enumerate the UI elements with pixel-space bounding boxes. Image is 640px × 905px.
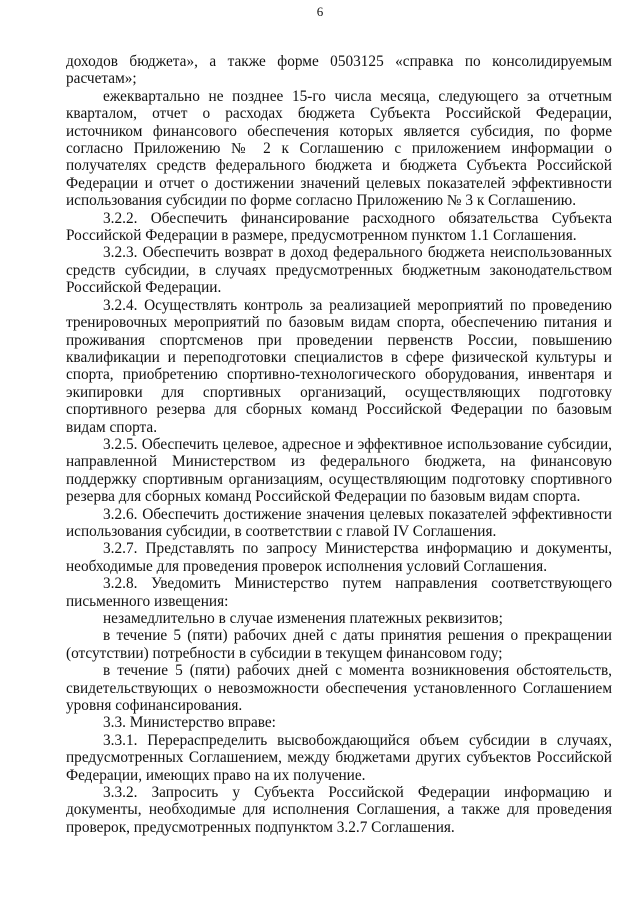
paragraph-3-2-7: 3.2.7. Представлять по запросу Министерства информацию и документы, необходимые для проведения проверок исполнения условий Соглашения. xyxy=(66,540,612,575)
paragraph-continuation: доходов бюджета», а также форме 0503125 «справка по консолидируемым расчетам»; xyxy=(66,53,612,88)
paragraph-3-2-5: 3.2.5. Обеспечить целевое, адресное и эффективное использование субсидии, направленной Министерством из федерального бюджета, на финансовую поддержку спортивным организациям, осуществляющим подготовку спортивного резерва для сборных команд Российской Федерации по базовым видам спорта. xyxy=(66,435,612,506)
paragraph-3-2-3: 3.2.3. Обеспечить возврат в доход федерального бюджета неиспользованных средств субсидии, в случаях предусмотренных бюджетным законодательством Российской Федерации. xyxy=(66,244,612,297)
paragraph-cofinancing: в течение 5 (пяти) рабочих дней с момента возникновения обстоятельств, свидетельствующих о невозможности обеспечения установленного Соглашением уровня софинансирования. xyxy=(66,662,612,715)
paragraph-3-2-8: 3.2.8. Уведомить Министерство путем направления соответствующего письменного извещения: xyxy=(66,575,612,610)
paragraph-3-2-6: 3.2.6. Обеспечить достижение значения целевых показателей эффективности использования субсидии, в соответствии с главой IV Соглашения. xyxy=(66,505,612,540)
paragraph-3-3: 3.3. Министерство вправе: xyxy=(103,714,276,732)
paragraph-termination-need: в течение 5 (пяти) рабочих дней с даты принятия решения о прекращении (отсутствии) потребности в субсидии в текущем финансовом году; xyxy=(66,627,612,662)
paragraph-payment-details: незамедлительно в случае изменения платежных реквизитов; xyxy=(103,610,503,627)
page-number: 6 xyxy=(316,4,324,19)
paragraph-3-3-2: 3.3.2. Запросить у Субъекта Российской Федерации информацию и документы, необходимые для исполнения Соглашения, а также для проведения проверок, предусмотренных подпунктом 3.2.7 Соглашения. xyxy=(66,784,612,836)
paragraph-3-2-4: 3.2.4. Осуществлять контроль за реализацией мероприятий по проведению тренировочных мероприятий по базовым видам спорта, обеспечению питания и проживания спортсменов при проведении первенств России, повышению квалификации и переподготовки специалистов в сфере физической культуры и спорта, приобретению спортивно-технологического оборудования, инвентаря и экипировки для спортивных организаций, осуществляющих подготовку спортивного резерва для сборных команд Российской Федерации по базовым видам спорта. xyxy=(66,296,612,436)
document-body xyxy=(66,53,612,836)
paragraph-3-2-2: 3.2.2. Обеспечить финансирование расходного обязательства Субъекта Российской Федерации в размере, предусмотренном пунктом 1.1 Соглашения. xyxy=(66,209,612,245)
paragraph-quarterly-report: ежеквартально не позднее 15-го числа месяца, следующего за отчетным кварталом, отчет о расходах бюджета Субъекта Российской Федерации, источником финансового обеспечения которых является субсидия, по форме согласно Приложению № 2 к Соглашению с приложением информации о получателях средств федерального бюджета и бюджета Субъекта Российской Федерации и отчет о достижении значений целевых показателей эффективности использования субсидии по форме согласно Приложению № 3 к Соглашению. xyxy=(66,87,612,210)
paragraph-3-3-1: 3.3.1. Перераспределить высвобождающийся объем субсидии в случаях, предусмотренных Соглашением, между бюджетами других субъектов Российской Федерации, имеющих право на их получение. xyxy=(66,731,612,784)
